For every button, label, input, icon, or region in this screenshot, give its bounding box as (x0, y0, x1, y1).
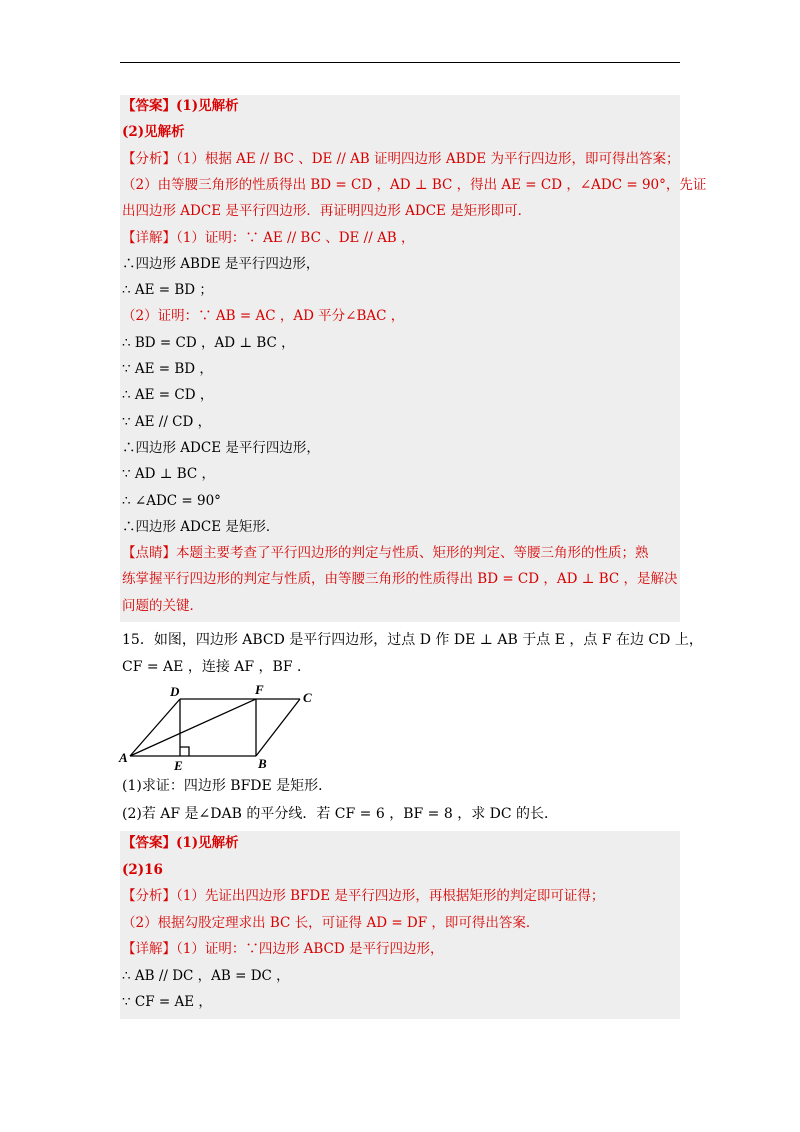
solution-line: ∵ AE // CD ， (122, 413, 212, 430)
question-15-line2: CF = AE ，连接 AF ，BF ． (122, 659, 312, 675)
solution-line: ∴四边形 ADCE 是矩形． (122, 518, 280, 535)
solution-line: 出四边形 ADCE 是平行四边形．再证明四边形 ADCE 是矩形即可． (122, 203, 532, 220)
solution-line: ∵ AE = BD ， (122, 361, 213, 377)
label-a: A (119, 750, 128, 765)
solution-line: 【答案】(1)见解析 (122, 835, 239, 851)
solution-line: ∴ ∠ADC = 90° (122, 492, 221, 509)
solution-line: ∴ AB // DC ，AB = DC ， (122, 967, 290, 984)
right-angle-mark (180, 747, 189, 756)
solution-line: 【点睛】本题主要考查了平行四边形的判定与性质、矩形的判定、等腰三角形的性质；熟 (122, 545, 649, 562)
label-c: C (303, 690, 312, 705)
solution-line: ∵ CF = AE ， (122, 994, 212, 1010)
solution-line: 【答案】(1)见解析 (122, 98, 239, 114)
side-bc (256, 699, 300, 756)
solution-line: ∴ AE = BD ； (122, 282, 213, 299)
label-f: F (255, 682, 264, 697)
solution-line: 练掌握平行四边形的判定与性质，由等腰三角形的性质得出 BD = CD ，AD ⊥ BC ，是解决 (122, 571, 678, 588)
question-15-line1: 15．如图，四边形 ABCD 是平行四边形，过点 D 作 DE ⊥ AB 于点 E ，点 F 在边 CD 上， (122, 632, 703, 648)
solution-line: 【详解】（1）证明：∵ AE // BC 、DE // AB ， (122, 229, 415, 246)
solution-line: 【分析】（1）根据 AE // BC 、DE // AB 证明四边形 ABDE 为平行四边形，即可得出答案； (122, 150, 680, 167)
parallelogram-figure (116, 680, 326, 772)
segment-af (130, 699, 256, 756)
solution-line: (2)16 (122, 861, 163, 878)
solution-line: （2）由等腰三角形的性质得出 BD = CD ，AD ⊥ BC ，得出 AE = CD ，∠ADC = 90°，先证 (122, 176, 707, 193)
header-rule (120, 62, 680, 63)
question-15-part2: (2)若 AF 是∠DAB 的平分线．若 CF = 6 ，BF = 8 ，求 DC 的长． (122, 806, 559, 822)
solution-line: ∴四边形 ADCE 是平行四边形， (122, 439, 320, 456)
solution-line: ∴ BD = CD ，AD ⊥ BC ， (122, 334, 295, 351)
solution-line: ∵ AD ⊥ BC ， (122, 466, 216, 483)
label-e: E (174, 758, 183, 772)
solution-line: (2)见解析 (122, 124, 185, 141)
solution-line: ∴四边形 ABDE 是平行四边形， (122, 255, 320, 272)
label-b: B (258, 756, 267, 771)
solution-line: 【分析】（1）先证出四边形 BFDE 是平行四边形，再根据矩形的判定即可证得； (122, 888, 605, 904)
solution-line: （2）根据勾股定理求出 BC 长，可证得 AD = DF ，即可得出答案． (122, 914, 540, 931)
solution-line: （2）证明：∵ AB = AC ，AD 平分∠BAC ， (122, 308, 405, 325)
solution-line: ∴ AE = CD ， (122, 387, 214, 404)
label-d: D (170, 684, 180, 699)
side-ad (130, 699, 180, 756)
question-15-part1: (1)求证：四边形 BFDE 是矩形． (122, 778, 333, 794)
solution-line: 【详解】（1）证明：∵四边形 ABCD 是平行四边形， (122, 941, 444, 957)
solution-line: 问题的关键． (122, 597, 203, 614)
